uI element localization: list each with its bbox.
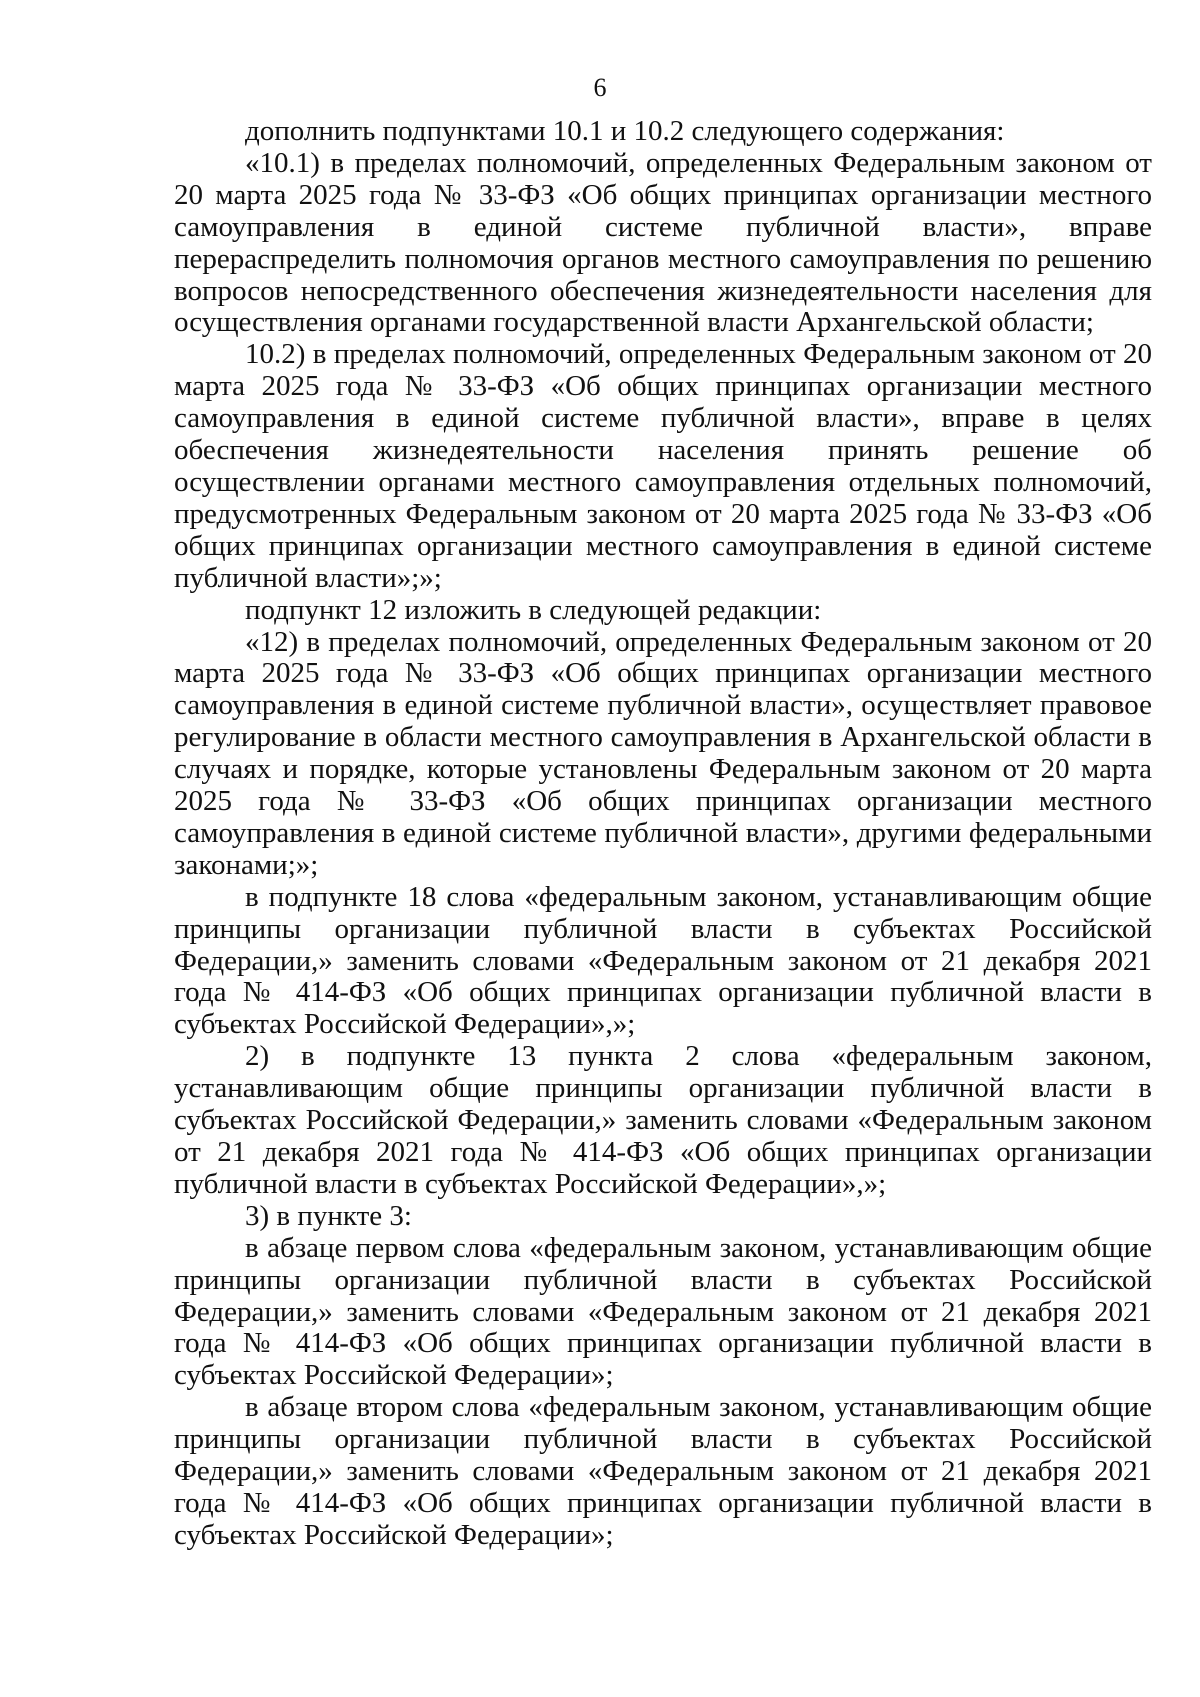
paragraph-subpoint-12-intro: подпункт 12 изложить в следующей редакции:	[245, 593, 822, 626]
paragraph-item-3-first: в абзаце первом слова «федеральным законом, устанавливающим общие принципы организации публичной власти в субъектах Российской Федерации,» заменить словами «Федеральным законом от 21 декабря 2021 года № 414-ФЗ «Об общих принципах организации публичной власти в субъектах Российской Федерации»;	[174, 1231, 1152, 1392]
paragraph-10-2: 10.2) в пределах полномочий, определенных Федеральным законом от 20 марта 2025 года № 33-ФЗ «Об общих принципах организации местного самоуправления в единой системе публичной власти», вправе в целях обеспечения жизнедеятельности населения принять решение об осуществлении органами местного самоуправления отдельных полномочий, предусмотренных Федеральным законом от 20 марта 2025 года № 33-ФЗ «Об общих принципах организации местного самоуправления в единой системе публичной власти»;»;	[174, 338, 1152, 594]
paragraph-item-3-second: в абзаце втором слова «федеральным законом, устанавливающим общие принципы организации публичной власти в субъектах Российской Федерации,» заменить словами «Федеральным законом от 21 декабря 2021 года № 414-ФЗ «Об общих принципах организации публичной власти в субъектах Российской Федерации»;	[174, 1391, 1152, 1551]
paragraph-item-2: 2) в подпункте 13 пункта 2 слова «федеральным законом, устанавливающим общие принципы организации публичной власти в субъектах Российской Федерации,» заменить словами «Федеральным законом от 21 декабря 2021 года № 414-ФЗ «Об общих принципах организации публичной власти в субъектах Российской Федерации»,»;	[174, 1040, 1152, 1200]
paragraph-item-3: 3) в пункте 3:	[245, 1199, 412, 1232]
page-number: 6	[593, 73, 607, 102]
document-body	[174, 116, 1152, 1552]
paragraph-subpoint-12: «12) в пределах полномочий, определенных Федеральным законом от 20 марта 2025 года № 33-ФЗ «Об общих принципах организации местного самоуправления в единой системе публичной власти», осуществляет правовое регулирование в области местного самоуправления в Архангельской области в случаях и порядке, которые установлены Федеральным законом от 20 марта 2025 года № 33-ФЗ «Об общих принципах организации местного самоуправления в единой системе публичной власти», другими федеральными законами;»;	[174, 625, 1152, 881]
paragraph-10-1: «10.1) в пределах полномочий, определенных Федеральным законом от 20 марта 2025 года № 33-ФЗ «Об общих принципах организации местного самоуправления в единой системе публичной власти», вправе перераспределить полномочия органов местного самоуправления по решению вопросов непосредственного обеспечения жизнедеятельности населения для осуществления органами государственной власти Архангельской области;	[174, 146, 1152, 339]
paragraph-intro: дополнить подпунктами 10.1 и 10.2 следующего содержания:	[245, 115, 1005, 147]
paragraph-subpoint-18: в подпункте 18 слова «федеральным законом, устанавливающим общие принципы организации публичной власти в субъектах Российской Федерации,» заменить словами «Федеральным законом от 21 декабря 2021 года № 414-ФЗ «Об общих принципах организации публичной власти в субъектах Российской Федерации»,»;	[174, 880, 1152, 1041]
